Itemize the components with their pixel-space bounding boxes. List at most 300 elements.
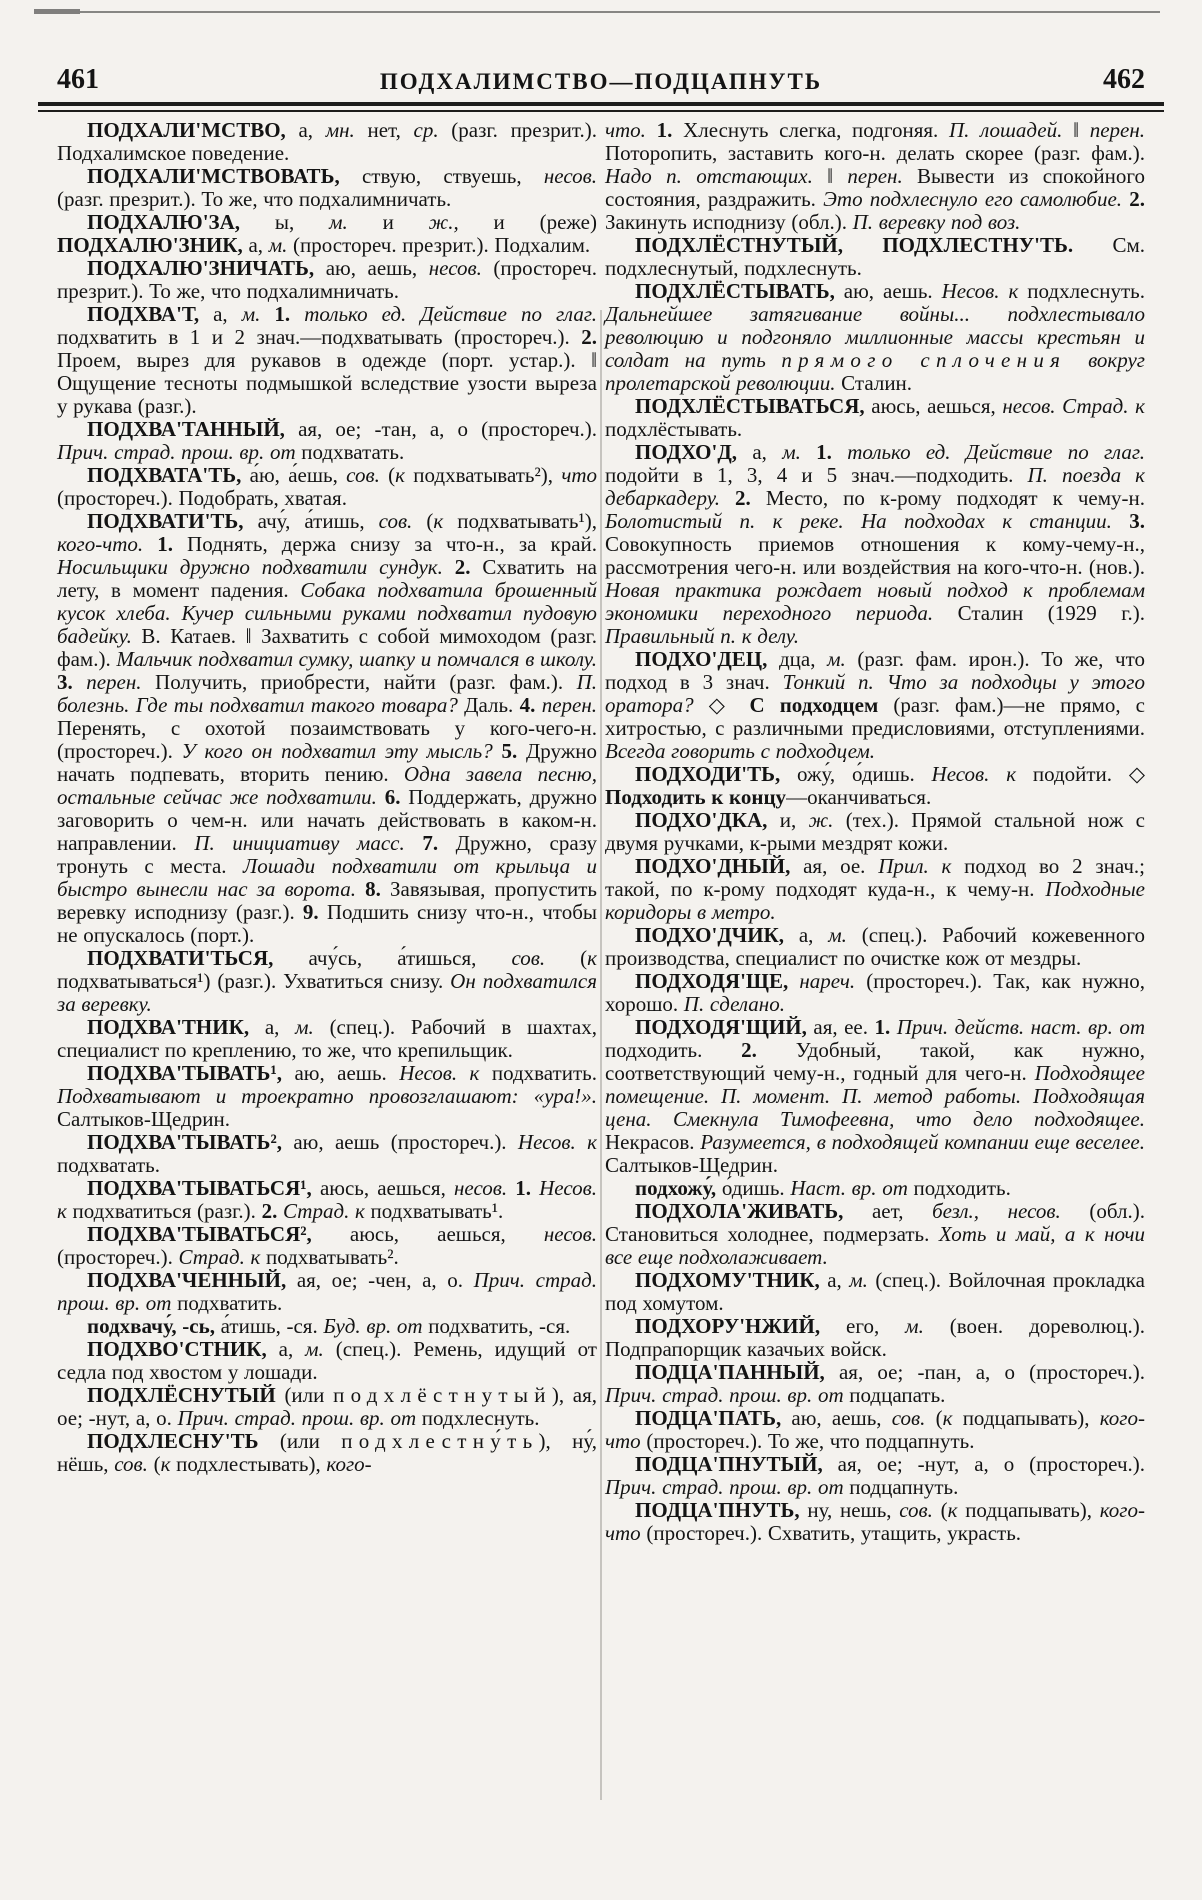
dictionary-entry [57,165,597,211]
text-run: ), ая, ое; -нут, а, о. [57,1383,597,1430]
text-run: ПОДХЛЁСНУТЫЙ [87,1383,285,1407]
text-run: подхватиться (разг.). [72,1199,262,1223]
text-run: 7. [422,831,456,855]
text-run: и, [779,808,809,832]
text-run: Даль. [464,693,520,717]
text-run: м. [905,1314,950,1338]
text-run: Собака подхватила брошенный кусок хлеба. Кучер сильными руками подхватил пудовую бадейку. [57,578,597,648]
text-run: кого-что [605,1406,1145,1453]
text-run: мн. [325,118,368,142]
text-run: ПОДЦА'ПНУТЫЙ, [635,1452,838,1476]
text-run: 5. [501,739,526,763]
text-run: (спец.). Войлочная прокладка под хомутом. [605,1268,1145,1315]
right-page-number: 462 [1102,64,1145,95]
dictionary-entry [605,280,1145,395]
text-run: что [561,463,598,487]
dictionary-entry [57,257,597,303]
text-run: подхожу́, [635,1176,722,1200]
text-run: вокруг пролетарской революции. [605,348,1145,395]
text-run: Всегда говорить с подходцем. [605,739,876,763]
text-run: подхватывать¹), [457,509,597,533]
text-run: подхватить в 1 и 2 знач.—подхватывать (простореч.). [57,325,582,349]
text-run: безл., несов. [932,1199,1090,1223]
text-run: подхватить, -ся. [428,1314,571,1338]
text-run: прямого сплочения [781,348,1089,372]
text-run: сов. [346,463,389,487]
text-run: нет, [367,118,414,142]
text-run: П. лошадей. [948,118,1074,142]
text-run: Удобный, такой, как нужно, соответствующий чему-н., годный для чего-н. [605,1038,1146,1085]
text-run: ( [940,1498,948,1522]
text-run: подхлёстнутый [333,1383,552,1407]
text-run: (простореч.). [57,1245,179,1269]
text-run: ачу́, а́тишь, [257,509,379,533]
dictionary-entry [57,211,597,257]
text-run: м. [329,210,383,234]
text-run: 1. [656,118,684,142]
text-run: Закинуть исподнизу (обл.). [605,210,853,234]
text-run: а, [798,923,829,947]
text-run: 2. [581,325,597,349]
text-run: Поднять, держа снизу за что-н., за край. [187,532,598,556]
text-run: аю, аешь. [294,1061,400,1085]
text-run: несов. [428,256,494,280]
text-run: ает, [871,1199,933,1223]
text-run: 3. [57,670,87,694]
text-run: —оканчиваться. [786,785,932,809]
text-run: 8. [365,877,390,901]
text-run: ср. [413,118,452,142]
text-run: а́тишь, -ся. [220,1314,324,1338]
text-run: к [160,1452,177,1476]
text-run: м. [295,1015,330,1039]
text-run: ая, ое; -нут, а, о (простореч.). [837,1452,1145,1476]
text-run: Правильный п. к делу. [605,624,800,648]
text-run: П. веревку под воз. [852,210,1021,234]
text-run: Дружно начать подпевать, вторить пению. [57,739,598,786]
text-run: ПОДХВА'ТЫВАТЬСЯ², [87,1222,350,1246]
text-run: ( [388,463,396,487]
text-run: ж. [808,808,846,832]
text-run: что. [605,118,657,142]
text-run: ПОДХО'ДКА, [635,808,780,832]
text-run: ая, ее. [813,1015,875,1039]
dictionary-entry [605,1407,1145,1453]
text-run: ПОДХАЛИ'МСТВО, [87,118,299,142]
text-run: П. поезда к дебаркадеру. [605,463,1145,510]
text-run: ПОДХВА'Т, [87,302,214,326]
text-run: сов. [378,509,427,533]
text-run: нареч. [799,969,867,993]
text-run: а, [752,440,783,464]
text-run: к [587,946,597,970]
text-run: (простореч.). Схватить, утащить, украсть. [646,1521,1022,1545]
text-run: 2. [741,1038,796,1062]
text-run: (разг. презрит.). То же, что подхалимничать. [57,187,452,211]
scan-artifact-line [34,11,1160,13]
text-run: Завязывая, пропустить веревку исподнизу (разг.). [57,877,597,924]
text-run: 4. [519,693,542,717]
text-run: подходить. [913,1176,1011,1200]
text-run: ПОДЦА'ПАННЫЙ, [635,1360,839,1384]
text-run: и (реже) [493,210,597,234]
text-run: аюсь, аешься, [319,1176,454,1200]
text-run: ПОДХВА'ТНИК, [87,1015,265,1039]
text-run: См. подхлеснутый, подхлеснуть. [605,233,1145,280]
text-run: П. инициативу масс. [194,831,423,855]
dictionary-entry [605,763,1145,809]
column-right [605,119,1145,1545]
text-run: ы, [274,210,330,234]
text-run: ( [935,1406,943,1430]
text-run: (простореч. презрит.). То же, что подхалимничать. [57,256,598,303]
text-run: ожу́, о́дишь. [797,762,932,786]
dictionary-entry [57,1223,597,1269]
text-run: Несов. к [941,279,1028,303]
text-run: м. [828,923,862,947]
text-run: подцапнуть. [849,1475,959,1499]
text-run: ПОДХЛЁСТЫВАТЬ, [635,279,844,303]
text-run: ), ну́, нёшь, [57,1429,597,1476]
text-run: Новая практика рождает новый подход к проблемам экономики переходного периода. [605,578,1145,625]
text-run: ◇ [708,693,750,717]
dictionary-entry [57,1131,597,1177]
text-run: С подходцем [749,693,894,717]
text-run: 2. [735,486,766,510]
dictionary-entry [57,1384,597,1430]
text-run: подхлестну́ть [341,1429,539,1453]
dictionary-entry [605,1499,1145,1545]
text-run: Тонкий п. Что за подходцы у этого оратора? [605,670,1145,717]
text-run: Прич. страд. прош. вр. от [605,1383,850,1407]
text-run: ПОДХОДЯ'ЩЕ, [635,969,800,993]
text-run: Подшить снизу что-н., чтобы не опускалось (порт.). [57,900,597,947]
text-run: перен. [847,164,918,188]
text-run: 2. [261,1199,283,1223]
text-run: Салтыков-Щедрин. [57,1107,230,1131]
text-run: 1. [157,532,188,556]
text-run: ПОДХОДИ'ТЬ, [635,762,798,786]
text-run: подцапать. [849,1383,946,1407]
dictionary-entry [57,1177,597,1223]
text-run: ПОДХО'ДНЫЙ, [635,854,804,878]
text-run: подхлеснуть. [421,1406,540,1430]
text-run: ПОДХАЛЮ'ЗНИЧАТЬ, [87,256,326,280]
text-run: 9. [302,900,327,924]
text-run: ПОДХО'ДЧИК, [635,923,799,947]
text-run: Схватить на лету, в момент падения. [57,555,597,602]
text-run: Салтыков-Щедрин. [605,1153,778,1177]
text-run: аю, аешь, [791,1406,892,1430]
text-run: ствую, ствуешь, [361,164,544,188]
text-run: ( [426,509,434,533]
text-run: ая, ое; -чен, а, о. [296,1268,474,1292]
text-run: Одна завела песню, остальные сейчас же подхватили. [57,762,597,809]
text-run: только ед. Действие по глаг. [847,440,1145,464]
text-run: подцапывать), [962,1406,1100,1430]
text-run: Несов. к [399,1061,492,1085]
text-run: сов. [114,1452,154,1476]
text-run: сов. [891,1406,936,1430]
text-run: Вывести из спокойного состояния, раздражить. [605,164,1145,211]
header-rule [38,102,1164,112]
text-run: Поторопить, заставить кого-н. делать скорее (разг. фам.). [605,141,1145,165]
dictionary-entry [605,119,1145,234]
text-run: Подходить к концу [605,785,787,809]
dictionary-entry [57,510,597,947]
text-run: его, [846,1314,906,1338]
column-left [57,119,597,1545]
text-run: Поддержать, дружно заговорить о чем-н. или начать действовать в каком-н. направлении. [57,785,598,855]
text-run: ПОДХВА'ТЫВАТЬСЯ¹, [87,1176,320,1200]
text-run: 1. [874,1015,897,1039]
text-run: к [942,1406,963,1430]
text-run: Несов. к [517,1130,597,1154]
dictionary-entry [57,947,597,1016]
dictionary-entry [605,1361,1145,1407]
text-run: аю, аешь. [843,279,942,303]
page-header [57,66,1145,94]
text-run: несов. Страд. к [1002,394,1145,418]
text-run: Место, по к-рому подходят к чему-н. [765,486,1145,510]
text-run: Несов. к [931,762,1033,786]
dictionary-entry [57,119,597,165]
dictionary-entry [57,464,597,510]
text-run: а, [248,233,269,257]
text-run: подхлеснуть. [1027,279,1145,303]
text-run: Проем, вырез для рукавов в одежде (порт. устар.). ‖ Ощущение тесноты подмышкой вследствие узости выреза у рукава (разг.). [57,348,597,418]
left-page-number: 461 [57,64,99,95]
text-run: Перенять, с охотой позаимствовать у кого-чего-н. (простореч.). [57,716,597,763]
text-run: несов. [543,164,597,188]
text-run: Страд. к [178,1245,267,1269]
text-run: только ед. Действие по глаг. [304,302,597,326]
text-run: Носильщики дружно подхватили сундук. [57,555,455,579]
text-run: ПОДХОДЯ'ЩИЙ, [635,1015,814,1039]
text-run: В. Катаев. ‖ Захватить с собой мимоходом (разг. фам.). [57,624,597,671]
text-run: а, [213,302,242,326]
text-run: а, [278,1337,306,1361]
dictionary-entry [57,1430,597,1476]
text-run: к [395,463,414,487]
text-run: (или [284,1383,334,1407]
text-run: Подходящее помещение. П. момент. П. метод работы. Подходящая цена. Смекнула Тимофеевна, что дело подходящее. [605,1061,1145,1131]
text-run: ПОДХО'ДЕЦ, [635,647,779,671]
text-run: кого-что. [57,532,158,556]
text-run: подход во 2 знач.; такой, по к-рому подходят куда-н., к чему-н. [605,854,1145,901]
text-run: Страд. к [283,1199,371,1223]
text-run: Разумеется, в подходящей компании еще веселее. [700,1130,1146,1154]
text-run: (воен. дореволюц.). Подпрапорщик казачьих войск. [605,1314,1145,1361]
text-run: (простореч.). Подобрать, хватая. [57,486,347,510]
text-run: подойти в 1, 3, 4 и 5 знач.—подходить. [605,463,1028,487]
text-run: аю, аешь (простореч.). [293,1130,518,1154]
text-run: ПОДЦА'ПАТЬ, [635,1406,792,1430]
text-run: подхватывать². [266,1245,399,1269]
dictionary-entry [605,1177,1145,1200]
text-run: о́дишь. [721,1176,791,1200]
text-run: (спец.). Рабочий кожевенного производства, специалист по очистке кож от мездры. [605,923,1146,970]
text-run: Прил. к [878,854,965,878]
text-run: (разг. фам.)—не прямо, с хитростью, с различными предисловиями, отступлениями. [605,693,1145,740]
text-run: ПОДХАЛЮ'ЗА, [87,210,275,234]
text-run: к [433,509,458,533]
text-run: подхлёстывать. [605,417,743,441]
text-run: м. [827,647,858,671]
text-run: 3. [1129,509,1145,533]
dictionary-entry [57,303,597,418]
text-run: 1. [515,1176,540,1200]
dictionary-entry [57,1269,597,1315]
text-run: Дальнейшее затягивание войны... подхлестывало революцию и подгоняло миллионные массы крестьян и солдат на путь [605,302,1145,372]
text-run: Сталин. [841,371,913,395]
text-run: (тех.). Прямой стальной нож с двумя ручками, к-рыми мездрят кожи. [605,808,1145,855]
running-title: ПОДХАЛИМСТВО—ПОДЦАПНУТЬ [379,69,823,94]
dictionary-entry [605,1453,1145,1499]
text-run: ПОДЦА'ПНУТЬ, [635,1498,808,1522]
text-run: ПОДХВО'СТНИК, [87,1337,279,1361]
text-run: ая, ое; -пан, а, о (простореч.). [838,1360,1145,1384]
text-run: подхватываться¹) (разг.). Ухватиться снизу. [57,969,451,993]
text-run: подходить. [605,1038,742,1062]
text-run: к [947,1498,966,1522]
text-run: Он подхватился за веревку. [57,969,597,1016]
text-run: подхватить. [491,1061,597,1085]
text-run: Буд. вр. от [323,1314,429,1338]
dictionary-entry [605,441,1145,648]
text-run: 2. [454,555,483,579]
text-run: П. сделано. [683,992,785,1016]
text-run: и [382,210,429,234]
text-run: Прич. страд. прош. вр. от [57,1268,597,1315]
text-run: ( [153,1452,161,1476]
dictionary-entry [605,1269,1145,1315]
text-run: подхватить. [177,1291,283,1315]
text-run: ачу́сь, а́тишься, [308,946,512,970]
dictionary-entry [57,1016,597,1062]
text-run: ПОДХОМУ'ТНИК, [635,1268,828,1292]
text-run: аюсь, аешься, [349,1222,544,1246]
text-columns [57,119,1145,1545]
text-run: Несов. к [57,1176,598,1223]
text-run: Это подхлеснуло его самолюбие. [823,187,1130,211]
text-run: ПОДХВАТИ'ТЬ, [87,509,258,533]
dictionary-entry [57,1062,597,1131]
text-run: Мальчик подхватил сумку, шапку и помчался в школу. [116,647,597,671]
dictionary-entry [605,395,1145,441]
text-run: подхлестывать), [176,1452,327,1476]
text-run: ж., [428,210,494,234]
text-run: м. [782,440,817,464]
text-run: м. [241,302,275,326]
text-run: (простореч.). Так, как нужно, хорошо. [605,969,1145,1016]
text-run: 1. [816,440,848,464]
text-run: дца, [779,647,828,671]
text-run: несов. [453,1176,516,1200]
text-run: Совокупность приемов отношения к кому-чему-н., рассмотрения чего-н. или воздействия на кого-что-н. (нов.). [605,532,1145,579]
text-run: Дружно, сразу тронуть с места. [57,831,598,878]
dictionary-entry [605,1016,1145,1177]
text-run: подхвачу́, -сь, [87,1314,221,1338]
text-run: м. [268,233,294,257]
dictionary-entry [57,418,597,464]
text-run: ПОДХВА'ТЫВАТЬ², [87,1130,294,1154]
text-run: Надо п. отстающих. [605,164,828,188]
text-run: Подходные коридоры в метро. [605,877,1145,924]
text-run: (или [279,1429,342,1453]
text-run: ПОДХОЛА'ЖИВАТЬ, [635,1199,872,1223]
dictionary-entry [57,1338,597,1384]
text-run: ( [580,946,588,970]
text-run: (разг. презрит.). Подхалимское поведение. [57,118,598,165]
text-run: а, [827,1268,850,1292]
text-run: перен. [541,693,597,717]
text-run: ПОДХВА'ТЫВАТЬ¹, [87,1061,295,1085]
text-run: несов. [543,1222,597,1246]
text-run: подхватывать²), [413,463,562,487]
text-run: подцапывать), [965,1498,1100,1522]
text-run: Сталин (1929 г.). [957,601,1145,625]
text-run: перен. [1089,118,1145,142]
text-run: П. болезнь. Где ты подхватил такого товара? [57,670,598,717]
text-run: ПОДХВА'ТАННЫЙ, [87,417,299,441]
text-run: Хлеснуть слегка, подгоняя. [683,118,949,142]
dictionary-entry [605,1200,1145,1269]
dictionary-entry [605,648,1145,763]
text-run: ПОДХЛЕСНУ'ТЬ [87,1429,280,1453]
text-run: сов. [899,1498,941,1522]
text-run: 1. [274,302,305,326]
text-run: Прич. действ. наст. вр. от [896,1015,1146,1039]
text-run: перен. [86,670,156,694]
text-run: а, [264,1015,296,1039]
text-run: (простореч. презрит.). Подхалим. [293,233,591,257]
text-run: ПОДХОРУ'НЖИЙ, [635,1314,847,1338]
text-run: ПОДХЛЁСТЫВАТЬСЯ, [635,394,872,418]
text-run: Наст. вр. от [790,1176,914,1200]
text-run: ая, ое. [803,854,879,878]
text-run: (разг. фам. ирон.). То же, что подход в 3 знач. [605,647,1145,694]
text-run: ну, нешь, [807,1498,900,1522]
text-run: Лошади подхватили от крыльца и быстро вынесли нас за ворота. [57,854,597,901]
text-run: (спец.). Рабочий в шахтах, специалист по креплению, то же, что крепильщик. [57,1015,597,1062]
text-run: Подхватывают и троекратно провозглашают: «ура!». [57,1084,597,1108]
dictionary-entry [605,809,1145,855]
text-run: ая, ое; -тан, а, о (простореч.). [298,417,597,441]
text-run: кого-что [605,1498,1145,1545]
text-run: Прич. страд. прош. вр. от [605,1475,850,1499]
text-run: а, [298,118,326,142]
text-run: ПОДХО'Д, [635,440,753,464]
text-run: (спец.). Ремень, идущий от седла под хвостом у лошади. [57,1337,597,1384]
dictionary-entry [605,924,1145,970]
text-run: а́ю, а́ешь, [249,463,347,487]
text-run: ПОДХВАТИ'ТЬСЯ, [87,946,309,970]
dictionary-entry [605,234,1145,280]
text-run: Получить, приобрести, найти (разг. фам.). [155,670,577,694]
text-run: ПОДХЛЁСТНУТЫЙ, ПОДХЛЕСТНУ'ТЬ. [635,233,1113,257]
text-run: м. [849,1268,876,1292]
text-run: ПОДХАЛИ'МСТВОВАТЬ, [87,164,362,188]
text-run: м. [305,1337,336,1361]
text-run: 6. [384,785,409,809]
dictionary-entry [605,855,1145,924]
text-run: 2. [1129,187,1145,211]
text-run: ‖ [827,164,848,188]
text-run: ПОДХАЛЮ'ЗНИК, [57,233,249,257]
text-run: подойти. ◇ [1032,762,1145,786]
text-run: кого- [326,1452,372,1476]
